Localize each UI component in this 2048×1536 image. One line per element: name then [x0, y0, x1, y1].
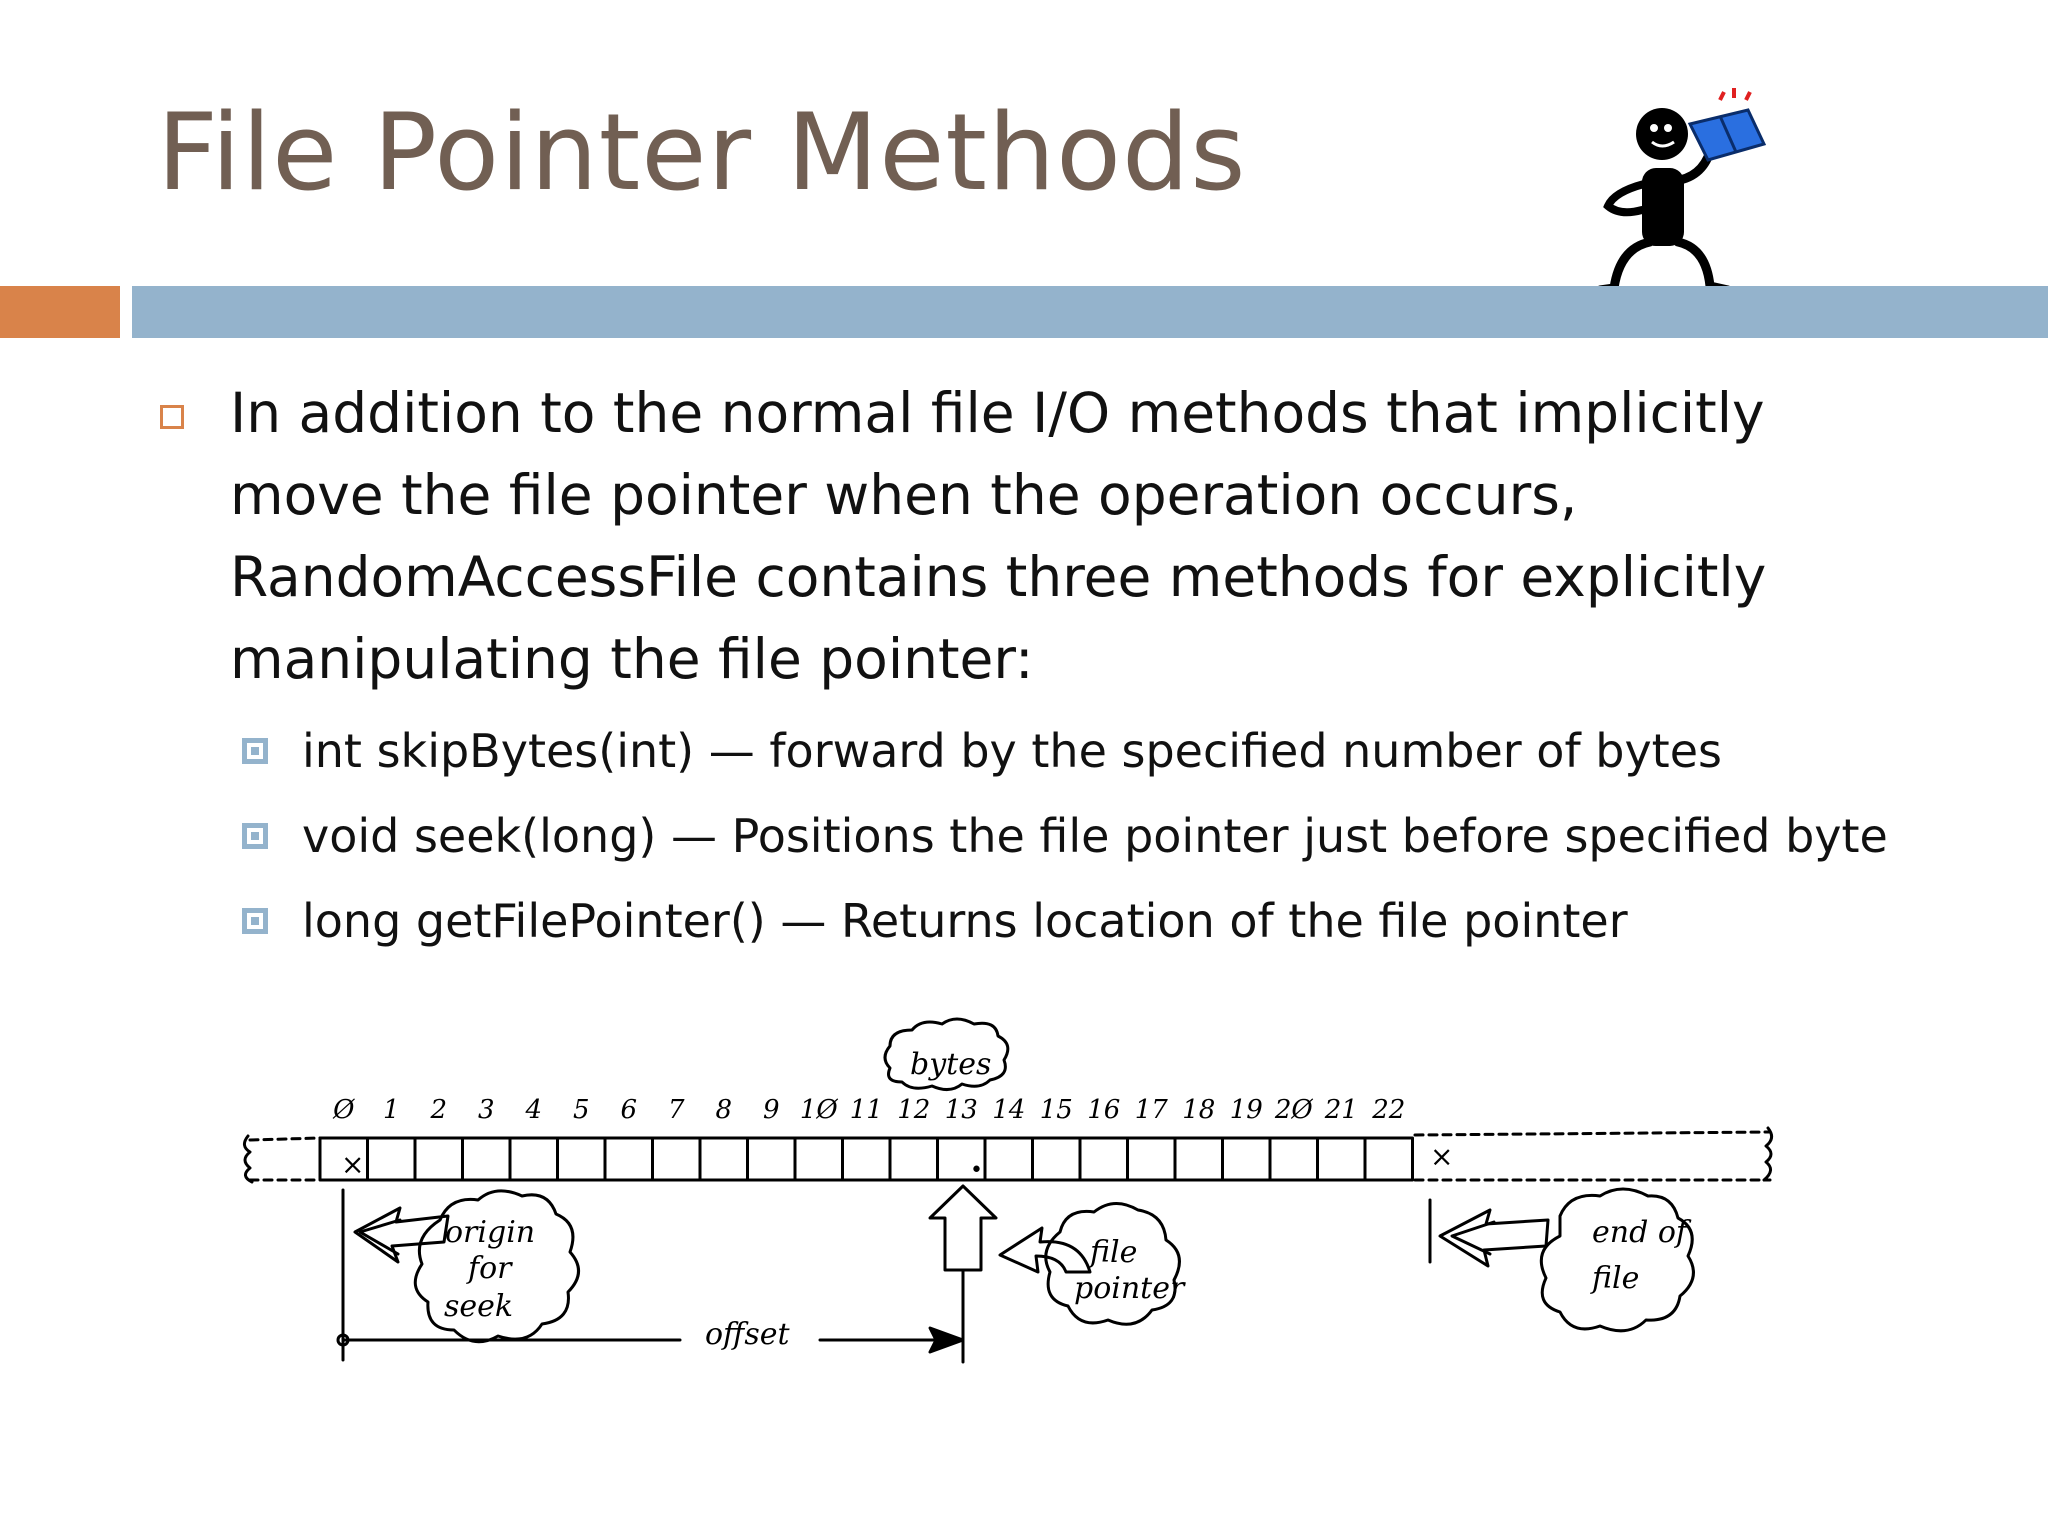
- byte-cell: [558, 1138, 606, 1180]
- intro-paragraph: In addition to the normal file I/O methods that implicitly move the file pointer when the operation occurs, RandomAccessFile contains three methods for explicitly manipulating the file pointer:: [230, 381, 1767, 691]
- byte-number-label: 21: [1324, 1095, 1358, 1125]
- end-of-file-label-line2: file: [1592, 1261, 1640, 1296]
- byte-cell: [463, 1138, 511, 1180]
- file-pointer-label-line2: pointer: [1074, 1271, 1185, 1306]
- byte-cell: [985, 1138, 1033, 1180]
- byte-number-label: 18: [1182, 1095, 1216, 1125]
- byte-cell: [1080, 1138, 1128, 1180]
- byte-number-label: 13: [944, 1095, 978, 1125]
- main-bullet-icon: [160, 405, 184, 429]
- byte-cell: [1128, 1138, 1176, 1180]
- byte-cell: [1175, 1138, 1223, 1180]
- sub-bullet-icon: [242, 823, 268, 849]
- byte-cell: [700, 1138, 748, 1180]
- byte-cell: [510, 1138, 558, 1180]
- byte-number-label: 1: [382, 1095, 400, 1125]
- byte-cell: [1365, 1138, 1413, 1180]
- byte-number-label: 11: [849, 1095, 883, 1125]
- end-marker-x: ×: [1430, 1140, 1454, 1173]
- slide-title: File Pointer Methods: [157, 91, 1247, 214]
- end-of-file-cloud: [1541, 1189, 1693, 1331]
- sub-bullet-icon: [242, 908, 268, 934]
- bytes-label: bytes: [910, 1047, 992, 1082]
- byte-cell: [1318, 1138, 1366, 1180]
- byte-cell: [843, 1138, 891, 1180]
- method-text: int skipBytes(int) — forward by the specified number of bytes: [302, 724, 1722, 778]
- byte-cell: [1033, 1138, 1081, 1180]
- byte-cell: [748, 1138, 796, 1180]
- byte-cell: [890, 1138, 938, 1180]
- file-pointer-label-line1: file: [1090, 1235, 1138, 1270]
- byte-cell: [415, 1138, 463, 1180]
- byte-number-label: 1Ø: [799, 1095, 838, 1125]
- byte-cell: [653, 1138, 701, 1180]
- origin-label-line3: seek: [444, 1289, 514, 1324]
- byte-number-label: 5: [572, 1095, 590, 1125]
- byte-cell: [1223, 1138, 1271, 1180]
- byte-number-label: 16: [1087, 1095, 1121, 1125]
- origin-label-line2: for: [468, 1251, 512, 1286]
- byte-number-label: 9: [762, 1095, 780, 1125]
- origin-label-line1: origin: [445, 1215, 536, 1250]
- byte-number-label: 12: [897, 1095, 931, 1125]
- byte-number-label: 17: [1134, 1095, 1168, 1125]
- header-accent-bar: [0, 286, 120, 338]
- end-of-file-label-line1: end of: [1592, 1215, 1687, 1250]
- method-text: long getFilePointer() — Returns location of the file pointer: [302, 894, 1628, 948]
- method-text: void seek(long) — Positions the file pointer just before specified byte: [302, 809, 1888, 863]
- byte-number-label: 14: [992, 1095, 1026, 1125]
- header-divider-bar: [132, 286, 2048, 338]
- byte-cell: [1270, 1138, 1318, 1180]
- byte-number-label: 15: [1039, 1095, 1073, 1125]
- pointer-byte-dot: •: [970, 1158, 983, 1183]
- figure-with-book-icon: [1580, 88, 1780, 293]
- sub-bullet-icon: [242, 738, 268, 764]
- origin-marker-x: ×: [341, 1148, 365, 1181]
- byte-number-label: 2Ø: [1274, 1095, 1313, 1125]
- byte-number-label: Ø: [333, 1095, 355, 1125]
- byte-number-label: 8: [715, 1095, 733, 1125]
- byte-cell: [605, 1138, 653, 1180]
- byte-number-label: 2: [430, 1095, 448, 1125]
- byte-number-label: 22: [1372, 1095, 1406, 1125]
- byte-number-label: 6: [620, 1095, 638, 1125]
- offset-label: offset: [705, 1317, 790, 1352]
- byte-number-label: 19: [1229, 1095, 1263, 1125]
- byte-number-label: 7: [667, 1095, 685, 1125]
- file-pointer-diagram: [230, 1010, 1810, 1380]
- byte-cell: [368, 1138, 416, 1180]
- byte-number-label: 3: [477, 1095, 495, 1125]
- byte-number-label: 4: [525, 1095, 543, 1125]
- file-pointer-arrow: [958, 1170, 970, 1184]
- byte-cell: [795, 1138, 843, 1180]
